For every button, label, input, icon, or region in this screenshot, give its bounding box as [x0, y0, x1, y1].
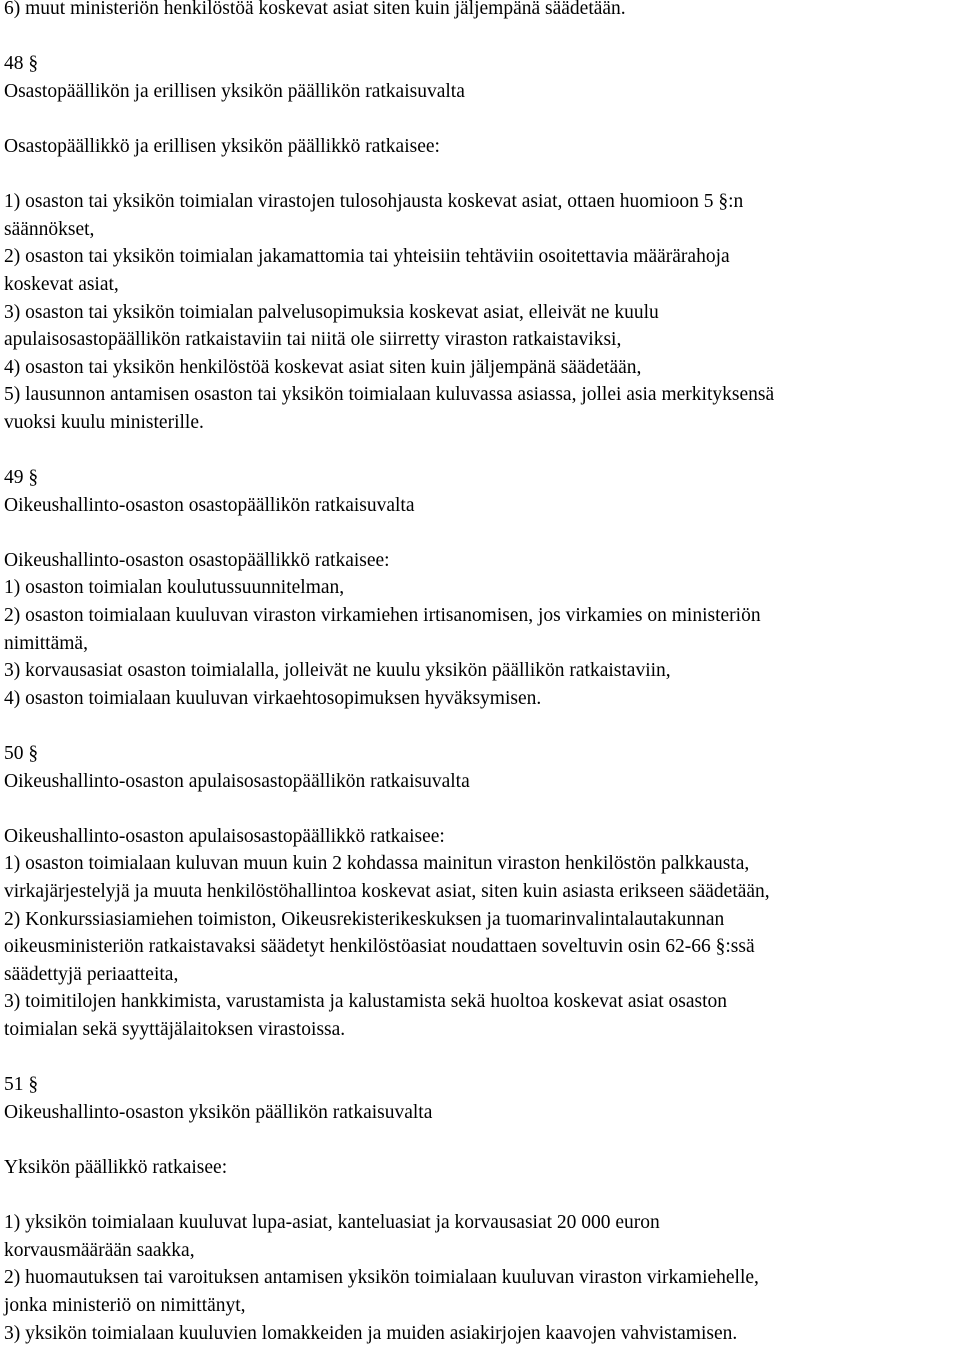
section-text-line: nimittämä, — [4, 632, 88, 654]
section-text-line: 3) yksikön toimialaan kuuluvien lomakkeiden ja muiden asiakirjojen kaavojen vahvistamisen. — [4, 1322, 738, 1344]
paragraph-gap — [4, 23, 956, 51]
section-50 — [4, 740, 956, 1071]
paragraph-gap — [4, 437, 956, 465]
paragraph-gap — [4, 105, 956, 133]
section-lead: Oikeushallinto-osaston osastopäällikkö ratkaisee: — [4, 549, 390, 571]
section-text-line: koskevat asiat, — [4, 273, 119, 295]
section-text-line: 3) toimitilojen hankkimista, varustamista ja kalustamista sekä huoltoa koskevat asiat osaston — [4, 991, 727, 1013]
document-page — [4, 0, 956, 1347]
section-text-line: 2) Konkurssiasiamiehen toimiston, Oikeusrekisterikeskuksen ja tuomarinvalintalautakunnan — [4, 908, 725, 930]
section-text-line: 2) osaston tai yksikön toimialan jakamattomia tai yhteisiin tehtäviin osoitettavia määrärahoja — [4, 246, 730, 268]
section-text-line: 4) osaston tai yksikön henkilöstöä koskevat asiat siten kuin jäljempänä säädetään, — [4, 356, 642, 378]
section-heading: Oikeushallinto-osaston osastopäällikön ratkaisuvalta — [4, 494, 415, 516]
section-text-line: 3) korvausasiat osaston toimialalla, jolleivät ne kuulu yksikön päällikön ratkaistaviin, — [4, 660, 671, 682]
section-text-line: 5) lausunnon antamisen osaston tai yksikön toimialaan kuluvassa asiassa, jollei asia merkityksensä — [4, 384, 775, 406]
section-text-line: säädettyjä periaatteita, — [4, 963, 179, 985]
intro-line: 6) muut ministeriön henkilöstöä koskevat asiat siten kuin jäljempänä säädetään. — [4, 0, 626, 19]
section-text-line: 4) osaston toimialaan kuuluvan virkaehtosopimuksen hyväksymisen. — [4, 687, 542, 709]
paragraph-gap — [4, 795, 956, 823]
section-lead: Yksikön päällikkö ratkaisee: — [4, 1156, 228, 1178]
section-number: 51 § — [4, 1074, 39, 1096]
section-text-line: 3) osaston tai yksikön toimialan palvelusopimuksia koskevat asiat, elleivät ne kuulu — [4, 301, 659, 323]
paragraph-gap — [4, 1182, 956, 1210]
section-heading: Osastopäällikön ja erillisen yksikön päällikön ratkaisuvalta — [4, 80, 465, 102]
section-heading: Oikeushallinto-osaston yksikön päällikön ratkaisuvalta — [4, 1101, 433, 1123]
section-text-line: jonka ministeriö on nimittänyt, — [4, 1294, 246, 1316]
section-lead: Oikeushallinto-osaston apulaisosastopäällikkö ratkaisee: — [4, 825, 445, 847]
paragraph-gap — [4, 519, 956, 547]
section-heading: Oikeushallinto-osaston apulaisosastopäällikön ratkaisuvalta — [4, 770, 470, 792]
section-number: 50 § — [4, 743, 39, 765]
section-text-line: oikeusministeriön ratkaistavaksi säädetyt henkilöstöasiat noudattaen soveltuvin osin 62-66 §:ssä — [4, 936, 755, 958]
section-text-line: apulaisosastopäällikön ratkaistaviin tai niitä ole siirretty viraston ratkaistaviksi, — [4, 329, 622, 351]
section-text-line: toimialan sekä syyttäjälaitoksen virastoissa. — [4, 1018, 346, 1040]
section-number: 48 § — [4, 53, 39, 75]
section-text-line: 2) osaston toimialaan kuuluvan viraston virkamiehen irtisanomisen, jos virkamies on ministeriön — [4, 605, 761, 627]
section-text-line: 1) yksikön toimialaan kuuluvat lupa-asiat, kanteluasiat ja korvausasiat 20 000 euron — [4, 1212, 660, 1234]
section-48 — [4, 50, 956, 464]
paragraph-gap — [4, 1044, 956, 1072]
section-text-line: virkajärjestelyjä ja muuta henkilöstöhallintoa koskevat asiat, siten kuin asiasta erikseen säädetään, — [4, 881, 770, 902]
section-text-line: 2) huomautuksen tai varoituksen antamisen yksikön toimialaan kuuluvan viraston virkamiehelle, — [4, 1267, 759, 1289]
paragraph-gap — [4, 712, 956, 740]
section-lead: Osastopäällikkö ja erillisen yksikön päällikkö ratkaisee: — [4, 135, 440, 157]
paragraph-gap — [4, 1126, 956, 1154]
section-text-line: korvausmäärään saakka, — [4, 1239, 195, 1261]
section-49 — [4, 464, 956, 740]
document-sections — [4, 50, 956, 1347]
section-51 — [4, 1071, 956, 1347]
section-text-line: säännökset, — [4, 218, 95, 240]
section-number: 49 § — [4, 467, 39, 489]
section-text-line: vuoksi kuulu ministerille. — [4, 411, 204, 433]
section-text-line: 1) osaston toimialan koulutussuunnitelman, — [4, 577, 345, 599]
section-text-line: 1) osaston toimialaan kuluvan muun kuin 2 kohdassa mainitun viraston henkilöstön palkkausta, — [4, 853, 750, 875]
section-text-line: 1) osaston tai yksikön toimialan virastojen tulosohjausta koskevat asiat, ottaen huomioon 5 §:n — [4, 191, 744, 213]
paragraph-gap — [4, 161, 956, 189]
